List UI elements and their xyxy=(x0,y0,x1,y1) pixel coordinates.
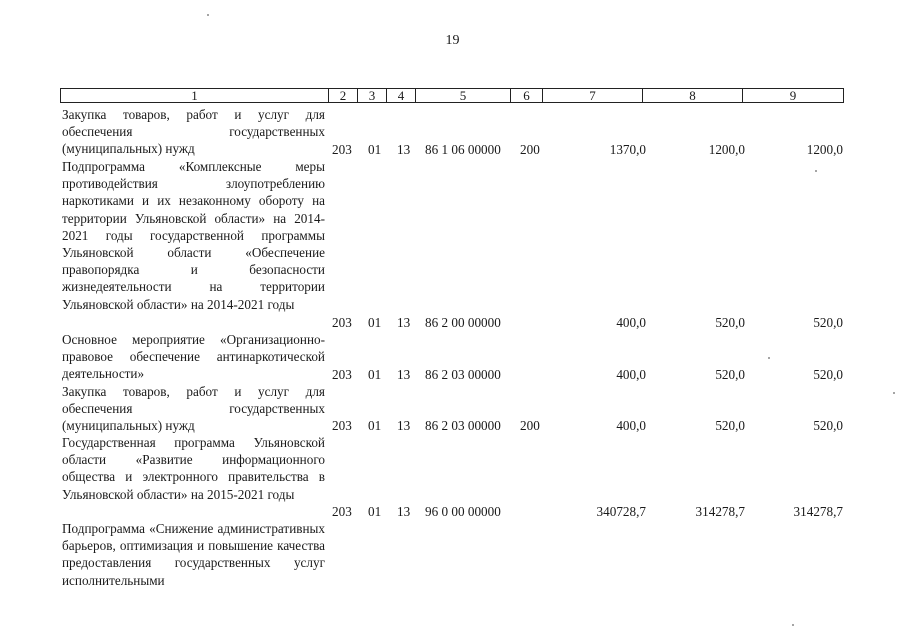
cell-col-2: 203 xyxy=(332,315,352,330)
cell-col-8: 314278,7 xyxy=(695,504,745,519)
header-col-1: 1 xyxy=(191,88,198,103)
cell-col-8: 520,0 xyxy=(715,315,745,330)
cell-col-9: 520,0 xyxy=(813,367,843,382)
cell-col-4: 13 xyxy=(397,504,411,519)
cell-col-2: 203 xyxy=(332,418,352,433)
header-col-8: 8 xyxy=(642,89,742,102)
cell-col-7: 340728,7 xyxy=(596,504,646,519)
cell-col-8: 520,0 xyxy=(715,418,745,433)
header-col-7: 7 xyxy=(542,89,642,102)
cell-col-4: 13 xyxy=(397,142,411,157)
cell-col-4: 13 xyxy=(397,418,411,433)
scan-speck xyxy=(893,392,895,394)
cell-col-8: 1200,0 xyxy=(708,142,745,157)
cell-col-5: 86 1 06 00000 xyxy=(425,142,501,157)
cell-col-6: 200 xyxy=(520,418,540,433)
scan-speck xyxy=(768,357,770,359)
cell-col-8: 520,0 xyxy=(715,367,745,382)
cell-col-7: 400,0 xyxy=(616,315,646,330)
cell-col-3: 01 xyxy=(368,367,382,382)
cell-col-3: 01 xyxy=(368,504,382,519)
cell-col-9: 314278,7 xyxy=(793,504,843,519)
row-description: Закупка товаров, работ и услуг для обеспечения государственных (муниципальных) нужд xyxy=(62,107,325,157)
row-description: Закупка товаров, работ и услуг для обеспечения государственных (муниципальных) нужд xyxy=(62,384,325,434)
header-col-2: 2 xyxy=(328,89,357,102)
cell-col-5: 86 2 03 00000 xyxy=(425,418,501,433)
cell-col-9: 520,0 xyxy=(813,418,843,433)
header-col-9: 9 xyxy=(742,89,843,102)
page-number: 19 xyxy=(445,33,460,48)
cell-col-9: 1200,0 xyxy=(806,142,843,157)
row-description: Подпрограмма «Снижение административных барьеров, оптимизация и повышение качества предоставления государственных услуг исполнительными xyxy=(62,521,325,588)
row-description: Государственная программа Ульяновской области «Развитие информационного общества и электронного правительства в Ульяновской области» на 2015-2021 годы xyxy=(62,435,325,502)
row-description: Подпрограмма «Комплексные меры противодействия злоупотреблению наркотиками и их незаконному обороту на территории Ульяновской области» на 2014-2021 годы государственной программы Ульяновской области «Обеспечение правопорядка и безопасности жизнедеятельности на территории Ульяновской области» на 2014-2021 годы xyxy=(62,159,325,312)
cell-col-9: 520,0 xyxy=(813,315,843,330)
header-col-6: 6 xyxy=(510,89,542,102)
cell-col-7: 400,0 xyxy=(616,418,646,433)
header-col-4: 4 xyxy=(386,89,415,102)
scan-speck xyxy=(815,170,817,172)
header-col-5: 5 xyxy=(415,89,510,102)
cell-col-3: 01 xyxy=(368,418,382,433)
scan-speck xyxy=(792,624,794,626)
cell-col-5: 96 0 00 00000 xyxy=(425,504,501,519)
cell-col-2: 203 xyxy=(332,504,352,519)
cell-col-7: 1370,0 xyxy=(609,142,646,157)
scan-speck xyxy=(207,14,209,16)
table-header xyxy=(60,88,844,103)
cell-col-7: 400,0 xyxy=(616,367,646,382)
cell-col-3: 01 xyxy=(368,142,382,157)
cell-col-5: 86 2 00 00000 xyxy=(425,315,501,330)
cell-col-5: 86 2 03 00000 xyxy=(425,367,501,382)
cell-col-3: 01 xyxy=(368,315,382,330)
header-col-3: 3 xyxy=(357,89,386,102)
row-description: Основное мероприятие «Организационно-правовое обеспечение антинаркотической деятельности» xyxy=(62,332,325,382)
cell-col-4: 13 xyxy=(397,367,411,382)
cell-col-2: 203 xyxy=(332,142,352,157)
cell-col-6: 200 xyxy=(520,142,540,157)
cell-col-4: 13 xyxy=(397,315,411,330)
cell-col-2: 203 xyxy=(332,367,352,382)
